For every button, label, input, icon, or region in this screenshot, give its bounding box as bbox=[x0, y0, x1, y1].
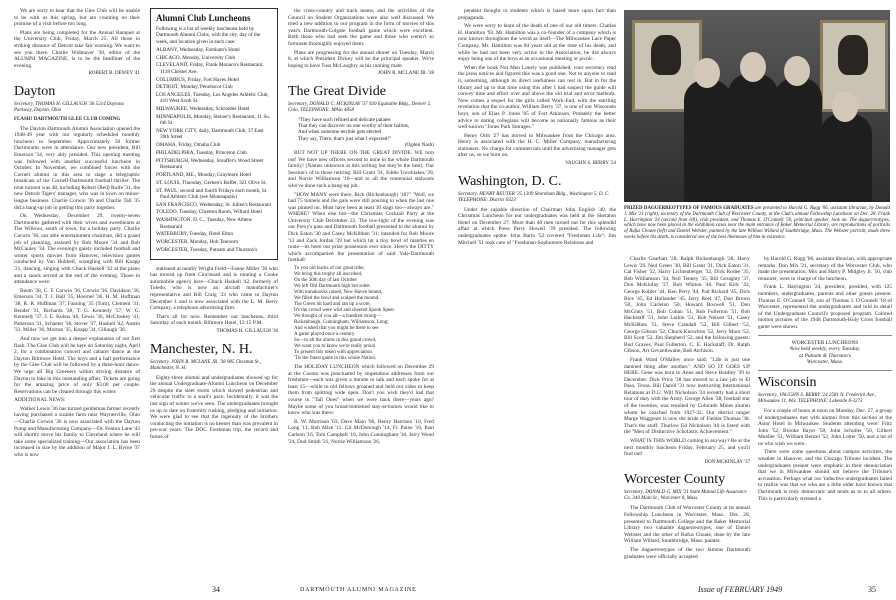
right-page-number: 35 bbox=[868, 585, 876, 594]
luncheon-item: WATERBURY, Tuesday, Hotel Elton bbox=[156, 231, 233, 238]
dayton-secretary: Secretary, THOMAS H. GILLAUGH '36 5214 Daytona Parkway, Dayton, Ohio bbox=[14, 101, 125, 113]
wisconsin-heading: Wisconsin bbox=[758, 374, 817, 390]
divide-attendees-continued: Charlie Gearhart '28, Ralph Rickenbaugh '28, Harry Lewis '29, Ned Green '30, Bill Grant '31, Dick Eaton '31, Cal Fisher '32, Harry Lichtenberger '32, Dick Rodee '35, Bob Williamson '34, Neil Tenney '35, Bill Geraghty '37, Don McKinlay '37, Bob Whiton '40, Paul Kirk '42, George Kobler '44, Ken Perry '44, Pad Richard '45, Dick Rice '45, Ed Hollander '45, Jerry Reel '47, Don Brown '50, John Carleton '50, Howard Boswell '51, Don McGinty '51, Bob Cohan '51, Bob Fullerton '51, Bob Hackstaff '51, John Larkin '51, Bob Nelson '51, Casey McKibben '51, Steve Crandall '52, Bill Gilbert '52, George Gibson '52, Chuck Knowlton '52, Jerry Moor '52, Bill Scott '52, Jim Shepherd '52, and the following guests: Bud Graves, Paul Fullerton, C. E. Hackstaff, Dr. Ralph Gibson, Art Gevanthwaite, Bob Atchison. bbox=[624, 256, 750, 355]
dayton-attendees: Beum '38, C. F. Corwin '36, Corwin '36, Davidson '36, Emerson '34, T. J. Hall '35, Hoerner '36, H. M. Huffman '38, R. R. Huffman '37, Fanning '35 (Tom), Clement '31, Bender '31, Richards '38, T. G. Kennedy '37, W. G. Kennedy '37, J. E. Kuhns '40, Lewis '36, McCloskey '41, Patterson '31, Schaeter '38, Stover '37, Haskell '42, Austin '33, Miller '36, Morton '35, Knapp '34, Gillaugh '36. bbox=[14, 287, 140, 334]
luncheon-item: DETROIT, Monday, Penobscot Club bbox=[156, 84, 233, 91]
person-2 bbox=[728, 74, 778, 202]
worcester-paragraph-1: The Dartmouth Club of Worcester County at its annual Fellowship Luncheon in Worcester, Mass., Dec. 28, presented to Dartmouth College and the Baker Memorial Library two valuable daguerreotypes, one of Daniel Webster and the other of Rufus Choate, done by the late William Willard, Southbridge, Mass. painter. bbox=[624, 505, 750, 545]
caption-lead: PRIZED DAGUERREOTYPES OF FAMOUS GRADUATES bbox=[624, 206, 754, 211]
box-rule-top bbox=[758, 335, 892, 336]
luncheon-item: ALBANY, Wednesday, Farnham's Hotel bbox=[156, 46, 240, 53]
right-col-3 bbox=[758, 256, 892, 570]
person-3-head bbox=[784, 56, 810, 86]
additional-news-label: ADDITIONAL NEWS: bbox=[14, 397, 66, 404]
person-1-head bbox=[694, 58, 720, 88]
intro-paragraph-1: We are sorry to hear that the Glee Club will be unable to be with us this spring, but are counting on their promise of a visit before too long. bbox=[14, 8, 140, 28]
luncheon-item: MILWAUKEE, Wednesday, Schroeder Hotel bbox=[156, 106, 250, 113]
luncheon-item: PORTLAND, ME., Monday, Graymore Hotel bbox=[156, 171, 252, 178]
person-4 bbox=[820, 114, 872, 202]
quote-attribution: (Ogden Nash) bbox=[404, 141, 434, 148]
right-col-2 bbox=[624, 256, 750, 570]
quote-line-3: And when someone terrible gets elected bbox=[298, 129, 382, 136]
worcester-continued-1: by Harold G. Rugg '06, assistant librarian, with appropriate remarks. Don Mix '21, secretary of the Worcester Club, who made the presentation, Mix and Harry P. Midgley Jr. '50, club treasurer, were in charge of the luncheon. bbox=[758, 256, 892, 282]
luncheon-item: LOS ANGELES, Tuesday, Los Angeles Athletic Club, 416 West Sixth St. bbox=[156, 92, 269, 105]
luncheon-item: WORCESTER, Tuesday, Putnam and Thurston's bbox=[156, 246, 258, 253]
ditty-poem: To you old bucks of our great tribe, We bring this trophy all inscribed, On the 30th day of last October We left Old Dartmouth high but sober. With tomahawks raised, New Haven bound, We filled the bowl and scalped the mound. The Green hit hard and ran up a score, It's the crowd were wild and cheered Spook Speer. We thought of you all—a hundred strong— Rickenbaugh, Cunningham, Williamson, Long; And wished that you might be there to see A game played once a century. So—to all the alums in this grand crowd, We want you to know we're really proud To present this token with appreciation 'Tis the finest game in this whole Nation. bbox=[294, 266, 396, 362]
manchester-secretary: Secretary, JOHN R. MCLANE JR. '38 985 Chestnut St., Manchester, N. H. bbox=[150, 359, 262, 371]
wisconsin-continued-2: We were sorry to learn of the death of one of our old timers. Charles H. Hamilton '93. Mr. Hamilton was a co-founder of a company which is now known throughout the world as itself—The Milwaukee Lace Paper Company. Mr. Hamilton was 84 years old at the time of his death, and while he had not been very active in the Association, he did always enjoy being one of the boys at an occasional meeting or picnic. bbox=[458, 23, 616, 63]
luncheon-item: WORCESTER, Monday, Hob Tearoom bbox=[156, 239, 239, 246]
luncheon-item: TOLEDO, Tuesday, Chretton Room, Willard Hotel bbox=[156, 209, 262, 216]
worcester-heading: Worcester County bbox=[624, 472, 726, 488]
worcester-luncheons-line-1: Now held weekly, every Tuesday, bbox=[789, 346, 861, 353]
person-1 bbox=[684, 80, 732, 202]
daguerreotype-photo bbox=[624, 10, 890, 202]
manchester-heading: Manchester, N. H. bbox=[150, 341, 253, 357]
right-footer-title: Issue of FEBRUARY 1949 bbox=[698, 585, 783, 594]
wisconsin-continued-3: When the book Not Men Lonely was published, your secretary read the press notices and figured this was a good one. Not to anyone to read it, something, although its direct usefulness can rest in. But in for the library and up to that time using this after I had suspect the guide will convey time and effort over and above the old trial and error methods. Now comes a sequel for the girls called Work-End, with the startling revelation that the co-author, William Berry '37, is one of our Wisconsin boys, son of Elias P. Jones '05 of Fort Atkinson. Probably the better advice to dating collegians will become as nationally famous as their well-known "Jones Park Storages." bbox=[458, 64, 616, 131]
person-3 bbox=[774, 78, 822, 202]
manchester-continued-2: Plans are progressing for the annual dinner on Tuesday, March 8, at which President Dickey will be the principal speaker. We're hoping to have Tuss McLaughry as his running mate. bbox=[288, 49, 434, 69]
manchester-signature: JOHN R. MCLANE JR. '38 bbox=[378, 71, 434, 77]
webster-portrait bbox=[838, 35, 868, 75]
dayton-paragraph-1: The Dayton Dartmouth Alumni Association opened the 1948-49 year with our regularly scheduled monthly luncheon in September. Approximately 50 former Dartmouths were in attendance. Our new president, Bill Emerson '34, very ably presided. This opening meeting was followed with another successful luncheon in October. In November, we combined forces with the Cornell alumni in this area to stage a telegraphic broadcast of the Cornell-Dartmouth football thriller. The total turnout was 48, including Robert (Red) Rolfe '31, the new Detroit Tigers' manager, who was in town on minor-league business. Charlie Corwin '36 and Charlie Tall '35 did a bang-up job in getting this party together. bbox=[14, 125, 140, 211]
dayton-continued-1: stationed at nearby Wright Field—Fanne Miller '36 who has moved up from Cincinnati and is running a Cooke automobile agency here—Chuck Haskell '42, formerly of Toledo, who is now an aircraft manufacturer's representative and Bill Craig '33 who came to Dayton December 1 and is now associated with the L. M. Berry Company, a telephone advertising firm. bbox=[150, 265, 278, 312]
dayton-paragraph-4: And now we get into a deeper explanation of our first flash. The Glee Club will be here on Saturday night, April 2, for a combination concert and cabaret dance at the Dayton Biltmore Hotel. The boys and a hall performance by the Glee Club will be followed by a three-hour dance. We urge all Big Greeners within driving distance of Dayton to take in this outstanding affair. Tickets are going for the amazing price of only $3.00 per couple. Reservations can be cleared through this writer. bbox=[14, 335, 140, 395]
caption-text: are presented to Harold G. Rugg '06, assistant librarian, by Donald J. Mix '21 (right), secretary of the Dartmouth Club of Worcester County, at the Club's annual Fellowship Luncheon on Dec. 28. Frank L. Harrington '24 (second from left), club president, and Thomas E. O'Connell '50, principal speaker, look on. The daguerreotypes, which have now been placed in the exhibition cases near the main entrance of Baker Memorial Library, are reproductions of portraits of Rufus Choate (left) and Daniel Webster, painted by the late William Willard of Southbridge, Mass. The Webster portrait, made three weeks before his death, is considered one of the best likenesses of him in existence. bbox=[624, 206, 890, 240]
great-divide-secretary: Secretary, DONALD C. MCKINLAY '37 920 Equitable Bldg., Denver 2, Colo. TELEPHONE: MAin 4858 bbox=[288, 101, 432, 113]
luncheon-item: OMAHA, Friday, Omaha Club bbox=[156, 142, 221, 149]
right-page bbox=[448, 0, 896, 600]
wisconsin-paragraph-2: There were some questions about campus activities, the weather in Hanover, and the Chicago Tribune incident. The undergraduates present were emphatic in their denunciation that we in Milwaukee should not believe the Tribune's accusation. Perhaps what our 'inductive undergraduates failed to realize was that we who are a little older have known that Dartmouth is truly democratic and tends as to to all others. This is particularly stressed a bbox=[758, 449, 892, 502]
right-col-0 bbox=[458, 8, 616, 578]
dayton-continued-2: That's all for now. Remember our luncheons, third Saturday of each month, Biltmore Hotel, 12:15 P.M. bbox=[150, 313, 278, 327]
quote-line-4: They say, There, that's just what I expected!" bbox=[298, 135, 392, 142]
divide-paragraph-1: BUT NOT UP THERE ON THE GREAT DIVIDE. WE turn out! We have new officers second to none in the whole Dartmouth family! (Names unknown at this writing but they're the best). Our Session's of to those retiring: Bill Grant '31, Eddie Tocohlakes '39, and Norrie Williamson '16—and to all the centennial stalwarts who've done such a bang-up job. bbox=[288, 149, 434, 189]
luncheon-item: CLEVELAND, Friday, Frank Monaco's Restaurant, 1118 Chester Ave. bbox=[156, 62, 264, 75]
divide-closing: WHAT IS THIS WORLD coming to anyway? Be at the next monthly luncheon Friday, February 25, and you'll find out! bbox=[624, 438, 750, 458]
box-rule-bottom bbox=[758, 370, 892, 371]
luncheon-item: CHICAGO, Monday, University Club bbox=[156, 54, 236, 61]
great-divide-heading: The Great Divide bbox=[288, 83, 386, 99]
manchester-paragraph-1: Eighty-three alumni and undergraduates showed up for the annual Undergraduate-Alumni Luncheon on December 29 despite the sleet storm which slowed pedestrian and vehicular traffic to a snail's pace. Incidentally, it was the last sign of winter we've seen. The undergraduates brought us up to date on fraternity rushing, pledging and initiation. We were glad to see that the ingenuity of the brothers conducting the initiation is no keener than was prevalent in pre-war years. The DOC Freshman trip, the record and future of bbox=[150, 374, 278, 440]
worcester-continued-2: Frank L. Harrington '24, president, presided, with 125 members, undergraduates, parents and other guests present. Thomas E. O'Connell '50, son of Thomas J. O'Connell '18 of Worcester, represented the undergraduates and told in detail of the Undergraduate Council's proposed program. Colored motion pictures of the 1948 Dartmouth-Holy Cross football game were shown. bbox=[758, 284, 892, 330]
luncheon-item: MINNEAPOLIS, Monday, Steiner's Restaurant, 11 So. 6th St. bbox=[156, 114, 271, 127]
alumni-luncheons-box bbox=[150, 8, 278, 260]
wisconsin-continued-1: pendent thought to students which is based more upon fact than propaganda. bbox=[458, 8, 616, 21]
luncheon-item: PITTSBURGH, Wednesday, Stouffer's Wood Street Restaurant bbox=[156, 157, 264, 171]
washington-heading: Washington, D. C. bbox=[458, 173, 562, 189]
luncheons-intro: Following is a list of weekly luncheons held by Dartmouth Alumni Clubs, with the city, day of the week, and location given in each case: bbox=[156, 26, 261, 45]
luncheon-item: WASHINGTON, D. C., Tuesday, New Athens Restaurant bbox=[156, 217, 252, 230]
left-footer-title: DARTMOUTH ALUMNI MAGAZINE bbox=[300, 587, 417, 594]
divide-signature: DON MCKINLAY '37 bbox=[704, 459, 750, 465]
dayton-paragraph-2: On Wednesday, December 29, twenty-seven Dartmouths gathered with their wives and sweethearts at The Willows, south of town, for a holiday party. Charlie Corwin '36, our able entertainment chairman, did a grand job of planning, assisted by Bob Moore '34 and Bob McCauley '34. The evening's gaiety included football and winter sports movies from Hanover, television games conducted by Van Hubbell, wrangling with Bill Knapp '21, dancing, singing with Chuck Haskell '42 at the piano and a snack served at the end of the evening. Those in attendance were: bbox=[14, 213, 140, 286]
divide-paragraph-2: "HOW MANY were there, Rick (Rickenbaugh) '18?" "Well, we had 75 tunnels and the gals were still pouring in when the last one was pinned on. Must have been at least 10 stags too—always are." WHERE? When else but—the Christmas Cocktail Party at the University Club December 22. The low-light of the evening was our Prexy's pass and Dartmouth football presented to the alumni by Dick Eaton '30 and Casey McKibben '31; intended for Bob Moore '13 and Zack Jordan '39 but which hit a tiny bowl of mantles en route—its been our prize possession ever since. Here's the DITTY which accompanied the presentation of said Yale-Dartmouth football: bbox=[288, 191, 434, 264]
quote-line-2: That they can discover no one worthy of their ballots, bbox=[298, 123, 410, 130]
photo-caption bbox=[624, 206, 890, 241]
left-page-number: 34 bbox=[212, 585, 220, 594]
divide-news: Frank Ward O'Malley once said: "Life is just one damned thing after another." AND SO IT GOES UP HERE. Gene was born to Anne and Steve Bradley '39 in December. Dick Price '38 has moved to a law job in El Paso, Texas. Bill Darell '31 now instructing International Relations at D.U. Will Nicholson '34 recently had a short tour of duty with the Army. George Allen '38, football star of the twenties, was reunited by Colorado Mines alumni whom he coached from 1927-32. Our district ranger Marge Waggener is now the bride of Fielder Thomas '38. That's the stuff. Thurlow Ed Nicholson '40 is listed with the "Men of Distinctive Scholastic Achievement." bbox=[624, 356, 750, 436]
wisconsin-continued-4: Henry Orth '27 has moved to Milwaukee from the Chicago area. Henry is associated with the H. C. Miller Company, manufacturing stationers. No charge for commercials until the advertising manager gets after us, so we burn on. bbox=[458, 132, 616, 159]
flash-line: FLASH! DARTMOUTH GLEE CLUB COMING bbox=[14, 116, 121, 122]
left-col-1 bbox=[14, 8, 140, 578]
worcester-paragraph-2: The daguerreotypes of the two famous Dartmouth graduates were officially accepted bbox=[624, 546, 750, 560]
quote-line-1: "They have such refined and delicate palates bbox=[298, 116, 391, 123]
wisconsin-paragraph-1: For a couple of hours at noon on Monday, Dec. 27, a group of undergraduates met with alumni from this section at the Astor Hotel in Milwaukee. Students attending were: Fritz John '52, Brooke Bayer '50, John Schuller '50, Gilbert Mueller '51, William Benzel '52, John Lotter '50, and a lot of us who wish we were. bbox=[758, 407, 892, 447]
worcester-luncheons-box bbox=[758, 340, 892, 366]
worcester-secretary: Secretary, DONALD G. MIX '21 State Mutual Life Assurance Co. 340 Main St., Worcester 8, Mass. bbox=[624, 490, 747, 502]
luncheon-item: ST. PAUL, second and fourth Fridays each month, St. Paul Athletic Club (see Minneapolis) bbox=[156, 187, 268, 200]
luncheon-item: NEW YORK CITY, daily, Dartmouth Club, 37 East 39th Street bbox=[156, 128, 264, 141]
left-col-3 bbox=[288, 8, 434, 578]
dayton-heading: Dayton bbox=[14, 83, 56, 99]
wisconsin-secretary: Secretary, VAUGHN S. BERRY '24 2581 N. Frederick Ave., Milwaukee 11, Wis. TELEPHONE: Lakeside 8-3273 bbox=[758, 392, 877, 404]
luncheon-item: SAN FRANCISCO, Wednesday, St. Julien's Restaurant bbox=[156, 201, 272, 208]
nash-quote bbox=[288, 117, 434, 148]
luncheons-title: Alumni Club Luncheons bbox=[156, 13, 251, 23]
intro-paragraph-2: Plans are being completed for the Annual Banquet at the University Club, Friday, March 25. All those in striking distance of Detroit take fair warning. We want to see you there. Charlie Widmayer '30, editor of the ALUMNI MAGAZINE, is to be the headliner of the evening. bbox=[14, 29, 140, 69]
worcester-luncheons-line-3: Worcester, Mass. bbox=[806, 359, 844, 366]
divide-attendees: B. W. Morrison '03, Dave Main '06, Henry Harrison '10, Fred Long '11, Bob Mize '11, Gil McDonough '14, Fr. Paine '16, Paul Carlson '16, Tom Campbell '16, John Cunningham '18, Jerry Wood '24, Dud Smith '31, Norrie Williamson '26, bbox=[288, 418, 434, 445]
luncheon-list bbox=[156, 47, 272, 253]
luncheon-item: PHILADELPHIA, Tuesday, Princeton Club bbox=[156, 150, 247, 157]
luncheon-item: ST. LOUIS, Thursday, Gerken's Buffet, 321 Olive St. bbox=[156, 179, 267, 186]
worcester-luncheons-line-2: at Putnam & Thurston's bbox=[799, 352, 851, 359]
left-col-2 bbox=[150, 8, 278, 578]
washington-paragraph-1: Under the capable direction of Chairman John English '40, the Christmas Luncheon for our undergraduates was held at the Sheraton Hotel on December 27. More than 40 men turned out for this splendid affair at which Press Perry Howell '39 presided. The following undergraduates spoke: John Barto '52 covered "Freshman Life"; Jim Mitchell '51 took care of "Freshman-Sophomore Relations and bbox=[458, 206, 616, 246]
worcester-luncheons-title: WORCESTER LUNCHEONS bbox=[791, 339, 859, 346]
person-2-head bbox=[740, 52, 766, 82]
wisconsin-signature: VAUGHN S. BERRY '24 bbox=[565, 161, 616, 167]
luncheon-item: COLUMBUS, Friday, Fort Hayes Hotel bbox=[156, 76, 239, 83]
person-4-head bbox=[832, 92, 858, 122]
intro-signature: ROBERT B. DEWEY '41 bbox=[88, 71, 140, 77]
divide-paragraph-4: The HOLIDAY LUNCHEON which followed on December 29 at the Cosmo was punctuated by stupendous addresses from our freshmen—each was given a minute to talk and each spoke for at least 15—while to old fellows groaned and held our sides to keep them from splitting wide open. Don't you wish they'd had that course in "Tall Ones" when we were back there—years ago? Maybe some of you broad-bottomed stay-at-homes would like to know who was there: bbox=[288, 364, 434, 417]
choate-portrait bbox=[651, 35, 681, 75]
manchester-continued-1: the cross-country and track teams, and the activities of the Council on Student Organizations were also well discussed. We tried a new addition to our program in the form of movies of this year's Dartmouth-Colgate football game which were excellent. Both those who had seen the game and those who weren't so fortunate thoroughly enjoyed them. bbox=[288, 8, 434, 47]
dayton-paragraph-6: Walker Lewis '36 has turned gentleman farmer recently having purchased a sizable farm near Waynesville, Ohio—Charlie Corwin '36 is now associated with the Dayton Pump and Manufacturing Company—Dr. Fenton Lane '43 will shortly move his family to Cleveland where he will take some specialized training—Our association has been increased in size by the addition of Major J. L. Byrne '37 who is now bbox=[14, 405, 140, 459]
dayton-signature: THOMAS H. GILLAUGH '36 bbox=[216, 329, 278, 335]
washington-secretary: Secretary, HENRY REUTER '35 1309 Shoreham Bldg., Washington 5, D. C. TELEPHONE: District 0323 bbox=[458, 191, 610, 203]
